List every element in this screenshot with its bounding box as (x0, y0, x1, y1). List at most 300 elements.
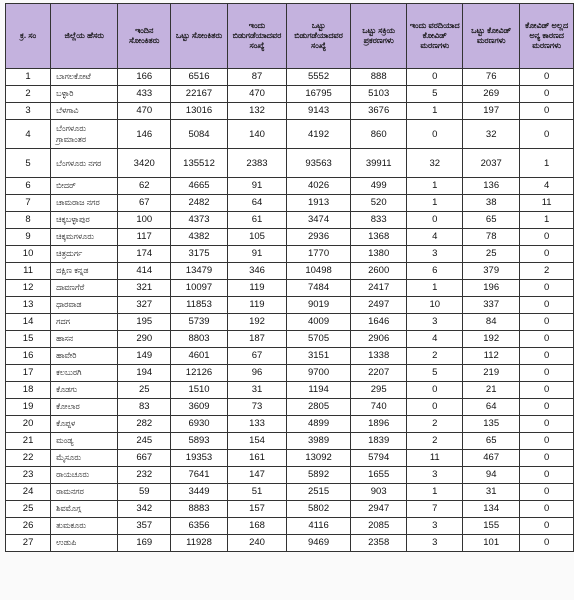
total-deaths-cell: 25 (463, 246, 520, 263)
table-row (6, 120, 574, 149)
serial-number-cell: 22 (6, 450, 51, 467)
non-covid-deaths-cell: 0 (520, 467, 574, 484)
active-cases-cell: 39911 (350, 149, 406, 178)
active-cases-cell: 499 (350, 178, 406, 195)
total-deaths-cell: 38 (463, 195, 520, 212)
total-deaths-cell: 64 (463, 399, 520, 416)
deaths-today-cell: 3 (407, 467, 463, 484)
total-deaths-cell: 219 (463, 365, 520, 382)
active-cases-cell: 2417 (350, 280, 406, 297)
total-deaths-cell: 136 (463, 178, 520, 195)
total-infected-cell: 8883 (171, 501, 228, 518)
total-infected-cell: 11853 (171, 297, 228, 314)
active-cases-cell: 2358 (350, 535, 406, 552)
district-name-cell: ಚಾಮರಾಜ ನಗರ (51, 195, 118, 212)
table-row (6, 433, 574, 450)
deaths-today-cell: 32 (407, 149, 463, 178)
total-infected-cell: 3609 (171, 399, 228, 416)
active-cases-cell: 520 (350, 195, 406, 212)
district-name-cell: ಹಾಸನ (51, 331, 118, 348)
discharged-today-cell: 147 (227, 467, 286, 484)
todays-infected-cell: 169 (118, 535, 171, 552)
serial-number-cell: 2 (6, 86, 51, 103)
serial-number-cell: 1 (6, 69, 51, 86)
total-infected-cell: 10097 (171, 280, 228, 297)
table-row (6, 331, 574, 348)
deaths-today-cell: 0 (407, 69, 463, 86)
todays-infected-cell: 194 (118, 365, 171, 382)
total-infected-cell: 19353 (171, 450, 228, 467)
deaths-today-cell: 1 (407, 280, 463, 297)
total-infected-cell: 7641 (171, 467, 228, 484)
district-covid-table (5, 3, 574, 552)
todays-infected-cell: 59 (118, 484, 171, 501)
table-row (6, 382, 574, 399)
header-non-covid-deaths: ಕೋವಿಡ್ ಅಲ್ಲದ ಅನ್ಯ ಕಾರಣದ ಮರಣಗಳು (520, 4, 574, 69)
deaths-today-cell: 0 (407, 120, 463, 149)
todays-infected-cell: 3420 (118, 149, 171, 178)
discharged-today-cell: 346 (227, 263, 286, 280)
serial-number-cell: 25 (6, 501, 51, 518)
non-covid-deaths-cell: 0 (520, 229, 574, 246)
non-covid-deaths-cell: 4 (520, 178, 574, 195)
non-covid-deaths-cell: 0 (520, 365, 574, 382)
deaths-today-cell: 1 (407, 195, 463, 212)
discharged-today-cell: 105 (227, 229, 286, 246)
active-cases-cell: 1368 (350, 229, 406, 246)
discharged-today-cell: 240 (227, 535, 286, 552)
active-cases-cell: 860 (350, 120, 406, 149)
todays-infected-cell: 232 (118, 467, 171, 484)
total-discharged-cell: 4009 (287, 314, 351, 331)
table-row (6, 365, 574, 382)
todays-infected-cell: 146 (118, 120, 171, 149)
district-name-cell: ಮಂಡ್ಯ (51, 433, 118, 450)
non-covid-deaths-cell: 0 (520, 120, 574, 149)
total-discharged-cell: 5552 (287, 69, 351, 86)
total-discharged-cell: 1194 (287, 382, 351, 399)
serial-number-cell: 10 (6, 246, 51, 263)
total-discharged-cell: 4026 (287, 178, 351, 195)
total-discharged-cell: 9143 (287, 103, 351, 120)
table-row (6, 501, 574, 518)
deaths-today-cell: 11 (407, 450, 463, 467)
serial-number-cell: 4 (6, 120, 51, 149)
todays-infected-cell: 62 (118, 178, 171, 195)
non-covid-deaths-cell: 0 (520, 280, 574, 297)
active-cases-cell: 2497 (350, 297, 406, 314)
serial-number-cell: 15 (6, 331, 51, 348)
district-name-cell: ದಾವಣಗೆರೆ (51, 280, 118, 297)
total-infected-cell: 3175 (171, 246, 228, 263)
total-deaths-cell: 197 (463, 103, 520, 120)
discharged-today-cell: 157 (227, 501, 286, 518)
deaths-today-cell: 7 (407, 501, 463, 518)
todays-infected-cell: 25 (118, 382, 171, 399)
total-deaths-cell: 196 (463, 280, 520, 297)
active-cases-cell: 2947 (350, 501, 406, 518)
total-deaths-cell: 76 (463, 69, 520, 86)
deaths-today-cell: 4 (407, 229, 463, 246)
header-active-cases: ಒಟ್ಟು ಸಕ್ರಿಯ ಪ್ರಕರಣಗಳು (350, 4, 406, 69)
total-discharged-cell: 9019 (287, 297, 351, 314)
todays-infected-cell: 195 (118, 314, 171, 331)
header-row (6, 4, 574, 69)
active-cases-cell: 833 (350, 212, 406, 229)
total-discharged-cell: 5892 (287, 467, 351, 484)
non-covid-deaths-cell: 0 (520, 433, 574, 450)
todays-infected-cell: 667 (118, 450, 171, 467)
todays-infected-cell: 282 (118, 416, 171, 433)
serial-number-cell: 24 (6, 484, 51, 501)
header-todays-infected: ಇಂದಿನ ಸೋಂಕಿತರು (118, 4, 171, 69)
district-name-cell: ಚಿತ್ರದುರ್ಗ (51, 246, 118, 263)
table-row (6, 348, 574, 365)
serial-number-cell: 6 (6, 178, 51, 195)
total-discharged-cell: 5802 (287, 501, 351, 518)
discharged-today-cell: 192 (227, 314, 286, 331)
total-deaths-cell: 192 (463, 331, 520, 348)
district-name-cell: ಬೆಂಗಳೂರು ನಗರ (51, 149, 118, 178)
active-cases-cell: 903 (350, 484, 406, 501)
total-discharged-cell: 2515 (287, 484, 351, 501)
total-infected-cell: 6516 (171, 69, 228, 86)
table-row (6, 246, 574, 263)
deaths-today-cell: 1 (407, 178, 463, 195)
district-name-cell: ಹಾವೇರಿ (51, 348, 118, 365)
district-name-cell: ಚಿಕ್ಕಬಳ್ಳಾಪುರ (51, 212, 118, 229)
active-cases-cell: 2600 (350, 263, 406, 280)
table-row (6, 195, 574, 212)
table-row (6, 229, 574, 246)
non-covid-deaths-cell: 0 (520, 535, 574, 552)
non-covid-deaths-cell: 0 (520, 331, 574, 348)
serial-number-cell: 17 (6, 365, 51, 382)
non-covid-deaths-cell: 0 (520, 103, 574, 120)
todays-infected-cell: 357 (118, 518, 171, 535)
active-cases-cell: 5794 (350, 450, 406, 467)
non-covid-deaths-cell: 0 (520, 314, 574, 331)
table-row (6, 69, 574, 86)
discharged-today-cell: 168 (227, 518, 286, 535)
total-deaths-cell: 32 (463, 120, 520, 149)
discharged-today-cell: 31 (227, 382, 286, 399)
todays-infected-cell: 321 (118, 280, 171, 297)
total-discharged-cell: 4899 (287, 416, 351, 433)
table-body (6, 69, 574, 552)
total-infected-cell: 8803 (171, 331, 228, 348)
deaths-today-cell: 1 (407, 484, 463, 501)
district-name-cell: ಕೊಪ್ಪಳ (51, 416, 118, 433)
total-discharged-cell: 4192 (287, 120, 351, 149)
total-discharged-cell: 93563 (287, 149, 351, 178)
active-cases-cell: 1646 (350, 314, 406, 331)
table-row (6, 212, 574, 229)
total-deaths-cell: 31 (463, 484, 520, 501)
district-name-cell: ಕೋಲಾರ (51, 399, 118, 416)
non-covid-deaths-cell: 0 (520, 246, 574, 263)
district-name-cell: ಕಲಬುರಗಿ (51, 365, 118, 382)
serial-number-cell: 5 (6, 149, 51, 178)
deaths-today-cell: 0 (407, 382, 463, 399)
total-infected-cell: 11928 (171, 535, 228, 552)
header-total-discharged: ಒಟ್ಟು ಬಿಡುಗಡೆಯಾದವರ ಸಂಖ್ಯೆ (287, 4, 351, 69)
active-cases-cell: 2906 (350, 331, 406, 348)
discharged-today-cell: 91 (227, 246, 286, 263)
active-cases-cell: 740 (350, 399, 406, 416)
total-deaths-cell: 84 (463, 314, 520, 331)
header-discharged-today: ಇಂದು ಬಿಡುಗಡೆಯಾದವರ ಸಂಖ್ಯೆ (227, 4, 286, 69)
total-deaths-cell: 101 (463, 535, 520, 552)
district-name-cell: ಬೆಳಗಾವಿ (51, 103, 118, 120)
discharged-today-cell: 67 (227, 348, 286, 365)
total-deaths-cell: 135 (463, 416, 520, 433)
total-deaths-cell: 78 (463, 229, 520, 246)
active-cases-cell: 5103 (350, 86, 406, 103)
table-row (6, 178, 574, 195)
active-cases-cell: 3676 (350, 103, 406, 120)
active-cases-cell: 295 (350, 382, 406, 399)
discharged-today-cell: 51 (227, 484, 286, 501)
table-row (6, 484, 574, 501)
todays-infected-cell: 100 (118, 212, 171, 229)
total-discharged-cell: 9700 (287, 365, 351, 382)
total-infected-cell: 6930 (171, 416, 228, 433)
serial-number-cell: 8 (6, 212, 51, 229)
discharged-today-cell: 119 (227, 297, 286, 314)
total-infected-cell: 5084 (171, 120, 228, 149)
non-covid-deaths-cell: 1 (520, 149, 574, 178)
serial-number-cell: 3 (6, 103, 51, 120)
non-covid-deaths-cell: 0 (520, 399, 574, 416)
district-name-cell: ಉಡುಪಿ (51, 535, 118, 552)
serial-number-cell: 20 (6, 416, 51, 433)
total-discharged-cell: 7484 (287, 280, 351, 297)
todays-infected-cell: 470 (118, 103, 171, 120)
non-covid-deaths-cell: 0 (520, 297, 574, 314)
total-deaths-cell: 94 (463, 467, 520, 484)
total-deaths-cell: 379 (463, 263, 520, 280)
header-district-name: ಜಿಲ್ಲೆಯ ಹೆಸರು (51, 4, 118, 69)
table-row (6, 280, 574, 297)
active-cases-cell: 1338 (350, 348, 406, 365)
total-infected-cell: 12126 (171, 365, 228, 382)
district-name-cell: ಬಳ್ಳಾರಿ (51, 86, 118, 103)
table-row (6, 86, 574, 103)
total-infected-cell: 1510 (171, 382, 228, 399)
district-name-cell: ಕೊಡಗು (51, 382, 118, 399)
discharged-today-cell: 140 (227, 120, 286, 149)
total-deaths-cell: 269 (463, 86, 520, 103)
total-discharged-cell: 3989 (287, 433, 351, 450)
deaths-today-cell: 1 (407, 103, 463, 120)
total-discharged-cell: 3474 (287, 212, 351, 229)
total-infected-cell: 6356 (171, 518, 228, 535)
district-name-cell: ಧಾರವಾಡ (51, 297, 118, 314)
total-discharged-cell: 5705 (287, 331, 351, 348)
todays-infected-cell: 433 (118, 86, 171, 103)
total-infected-cell: 4373 (171, 212, 228, 229)
table-row (6, 314, 574, 331)
total-infected-cell: 5739 (171, 314, 228, 331)
district-name-cell: ಬಾಗಲಕೋಟೆ (51, 69, 118, 86)
non-covid-deaths-cell: 2 (520, 263, 574, 280)
total-infected-cell: 5893 (171, 433, 228, 450)
total-infected-cell: 3449 (171, 484, 228, 501)
total-infected-cell: 2482 (171, 195, 228, 212)
deaths-today-cell: 5 (407, 365, 463, 382)
discharged-today-cell: 187 (227, 331, 286, 348)
todays-infected-cell: 149 (118, 348, 171, 365)
table-row (6, 297, 574, 314)
deaths-today-cell: 4 (407, 331, 463, 348)
total-discharged-cell: 2805 (287, 399, 351, 416)
deaths-today-cell: 0 (407, 212, 463, 229)
active-cases-cell: 1655 (350, 467, 406, 484)
todays-infected-cell: 174 (118, 246, 171, 263)
discharged-today-cell: 64 (227, 195, 286, 212)
discharged-today-cell: 2383 (227, 149, 286, 178)
district-name-cell: ತುಮಕೂರು (51, 518, 118, 535)
district-name-cell: ದಕ್ಷಿಣ ಕನ್ನಡ (51, 263, 118, 280)
total-infected-cell: 4665 (171, 178, 228, 195)
non-covid-deaths-cell: 0 (520, 382, 574, 399)
total-infected-cell: 4382 (171, 229, 228, 246)
todays-infected-cell: 414 (118, 263, 171, 280)
deaths-today-cell: 5 (407, 86, 463, 103)
serial-number-cell: 7 (6, 195, 51, 212)
total-infected-cell: 135512 (171, 149, 228, 178)
discharged-today-cell: 119 (227, 280, 286, 297)
total-deaths-cell: 65 (463, 212, 520, 229)
serial-number-cell: 16 (6, 348, 51, 365)
non-covid-deaths-cell: 0 (520, 518, 574, 535)
serial-number-cell: 9 (6, 229, 51, 246)
district-name-cell: ರಾಮನಗರ (51, 484, 118, 501)
total-infected-cell: 22167 (171, 86, 228, 103)
total-deaths-cell: 467 (463, 450, 520, 467)
active-cases-cell: 1380 (350, 246, 406, 263)
total-discharged-cell: 4116 (287, 518, 351, 535)
total-discharged-cell: 9469 (287, 535, 351, 552)
total-discharged-cell: 10498 (287, 263, 351, 280)
total-discharged-cell: 1770 (287, 246, 351, 263)
serial-number-cell: 14 (6, 314, 51, 331)
total-deaths-cell: 21 (463, 382, 520, 399)
deaths-today-cell: 3 (407, 518, 463, 535)
todays-infected-cell: 117 (118, 229, 171, 246)
active-cases-cell: 1896 (350, 416, 406, 433)
active-cases-cell: 2085 (350, 518, 406, 535)
deaths-today-cell: 10 (407, 297, 463, 314)
serial-number-cell: 26 (6, 518, 51, 535)
total-deaths-cell: 112 (463, 348, 520, 365)
header-total-deaths: ಒಟ್ಟು ಕೋವಿಡ್ ಮರಣಗಳು (463, 4, 520, 69)
district-name-cell: ಶಿವಮೊಗ್ಗ (51, 501, 118, 518)
non-covid-deaths-cell: 1 (520, 212, 574, 229)
table-row (6, 450, 574, 467)
deaths-today-cell: 2 (407, 433, 463, 450)
header-deaths-today: ಇಂದು ವರದಿಯಾದ ಕೋವಿಡ್ ಮರಣಗಳು (407, 4, 463, 69)
todays-infected-cell: 290 (118, 331, 171, 348)
todays-infected-cell: 67 (118, 195, 171, 212)
active-cases-cell: 888 (350, 69, 406, 86)
non-covid-deaths-cell: 0 (520, 348, 574, 365)
district-name-cell: ಚಿಕ್ಕಮಗಳೂರು (51, 229, 118, 246)
table-row (6, 399, 574, 416)
deaths-today-cell: 2 (407, 348, 463, 365)
total-infected-cell: 13479 (171, 263, 228, 280)
table-row (6, 535, 574, 552)
discharged-today-cell: 61 (227, 212, 286, 229)
discharged-today-cell: 470 (227, 86, 286, 103)
todays-infected-cell: 342 (118, 501, 171, 518)
total-deaths-cell: 337 (463, 297, 520, 314)
total-discharged-cell: 3151 (287, 348, 351, 365)
discharged-today-cell: 96 (227, 365, 286, 382)
discharged-today-cell: 133 (227, 416, 286, 433)
table-row (6, 103, 574, 120)
serial-number-cell: 13 (6, 297, 51, 314)
serial-number-cell: 12 (6, 280, 51, 297)
non-covid-deaths-cell: 0 (520, 501, 574, 518)
todays-infected-cell: 166 (118, 69, 171, 86)
table-row (6, 149, 574, 178)
deaths-today-cell: 6 (407, 263, 463, 280)
district-name-cell: ಬೆಂಗಳೂರು ಗ್ರಾಮಾಂತರ (51, 120, 118, 149)
table-header (6, 4, 574, 69)
active-cases-cell: 1839 (350, 433, 406, 450)
deaths-today-cell: 0 (407, 399, 463, 416)
table-row (6, 518, 574, 535)
discharged-today-cell: 87 (227, 69, 286, 86)
total-deaths-cell: 65 (463, 433, 520, 450)
deaths-today-cell: 3 (407, 314, 463, 331)
total-infected-cell: 4601 (171, 348, 228, 365)
total-deaths-cell: 155 (463, 518, 520, 535)
serial-number-cell: 27 (6, 535, 51, 552)
discharged-today-cell: 154 (227, 433, 286, 450)
district-name-cell: ಗದಗ (51, 314, 118, 331)
total-discharged-cell: 16795 (287, 86, 351, 103)
deaths-today-cell: 3 (407, 535, 463, 552)
non-covid-deaths-cell: 11 (520, 195, 574, 212)
serial-number-cell: 21 (6, 433, 51, 450)
district-name-cell: ಮೈಸೂರು (51, 450, 118, 467)
table-row (6, 467, 574, 484)
total-deaths-cell: 134 (463, 501, 520, 518)
serial-number-cell: 19 (6, 399, 51, 416)
header-serial-number: ಕ್ರ. ಸಂ (6, 4, 51, 69)
non-covid-deaths-cell: 0 (520, 69, 574, 86)
todays-infected-cell: 83 (118, 399, 171, 416)
deaths-today-cell: 2 (407, 416, 463, 433)
active-cases-cell: 2207 (350, 365, 406, 382)
non-covid-deaths-cell: 0 (520, 450, 574, 467)
discharged-today-cell: 161 (227, 450, 286, 467)
serial-number-cell: 11 (6, 263, 51, 280)
district-name-cell: ಬೀದರ್ (51, 178, 118, 195)
header-total-infected: ಒಟ್ಟು ಸೋಂಕಿತರು (171, 4, 228, 69)
serial-number-cell: 18 (6, 382, 51, 399)
discharged-today-cell: 132 (227, 103, 286, 120)
todays-infected-cell: 245 (118, 433, 171, 450)
total-deaths-cell: 2037 (463, 149, 520, 178)
todays-infected-cell: 327 (118, 297, 171, 314)
non-covid-deaths-cell: 0 (520, 416, 574, 433)
district-name-cell: ರಾಯಚೂರು (51, 467, 118, 484)
discharged-today-cell: 91 (227, 178, 286, 195)
